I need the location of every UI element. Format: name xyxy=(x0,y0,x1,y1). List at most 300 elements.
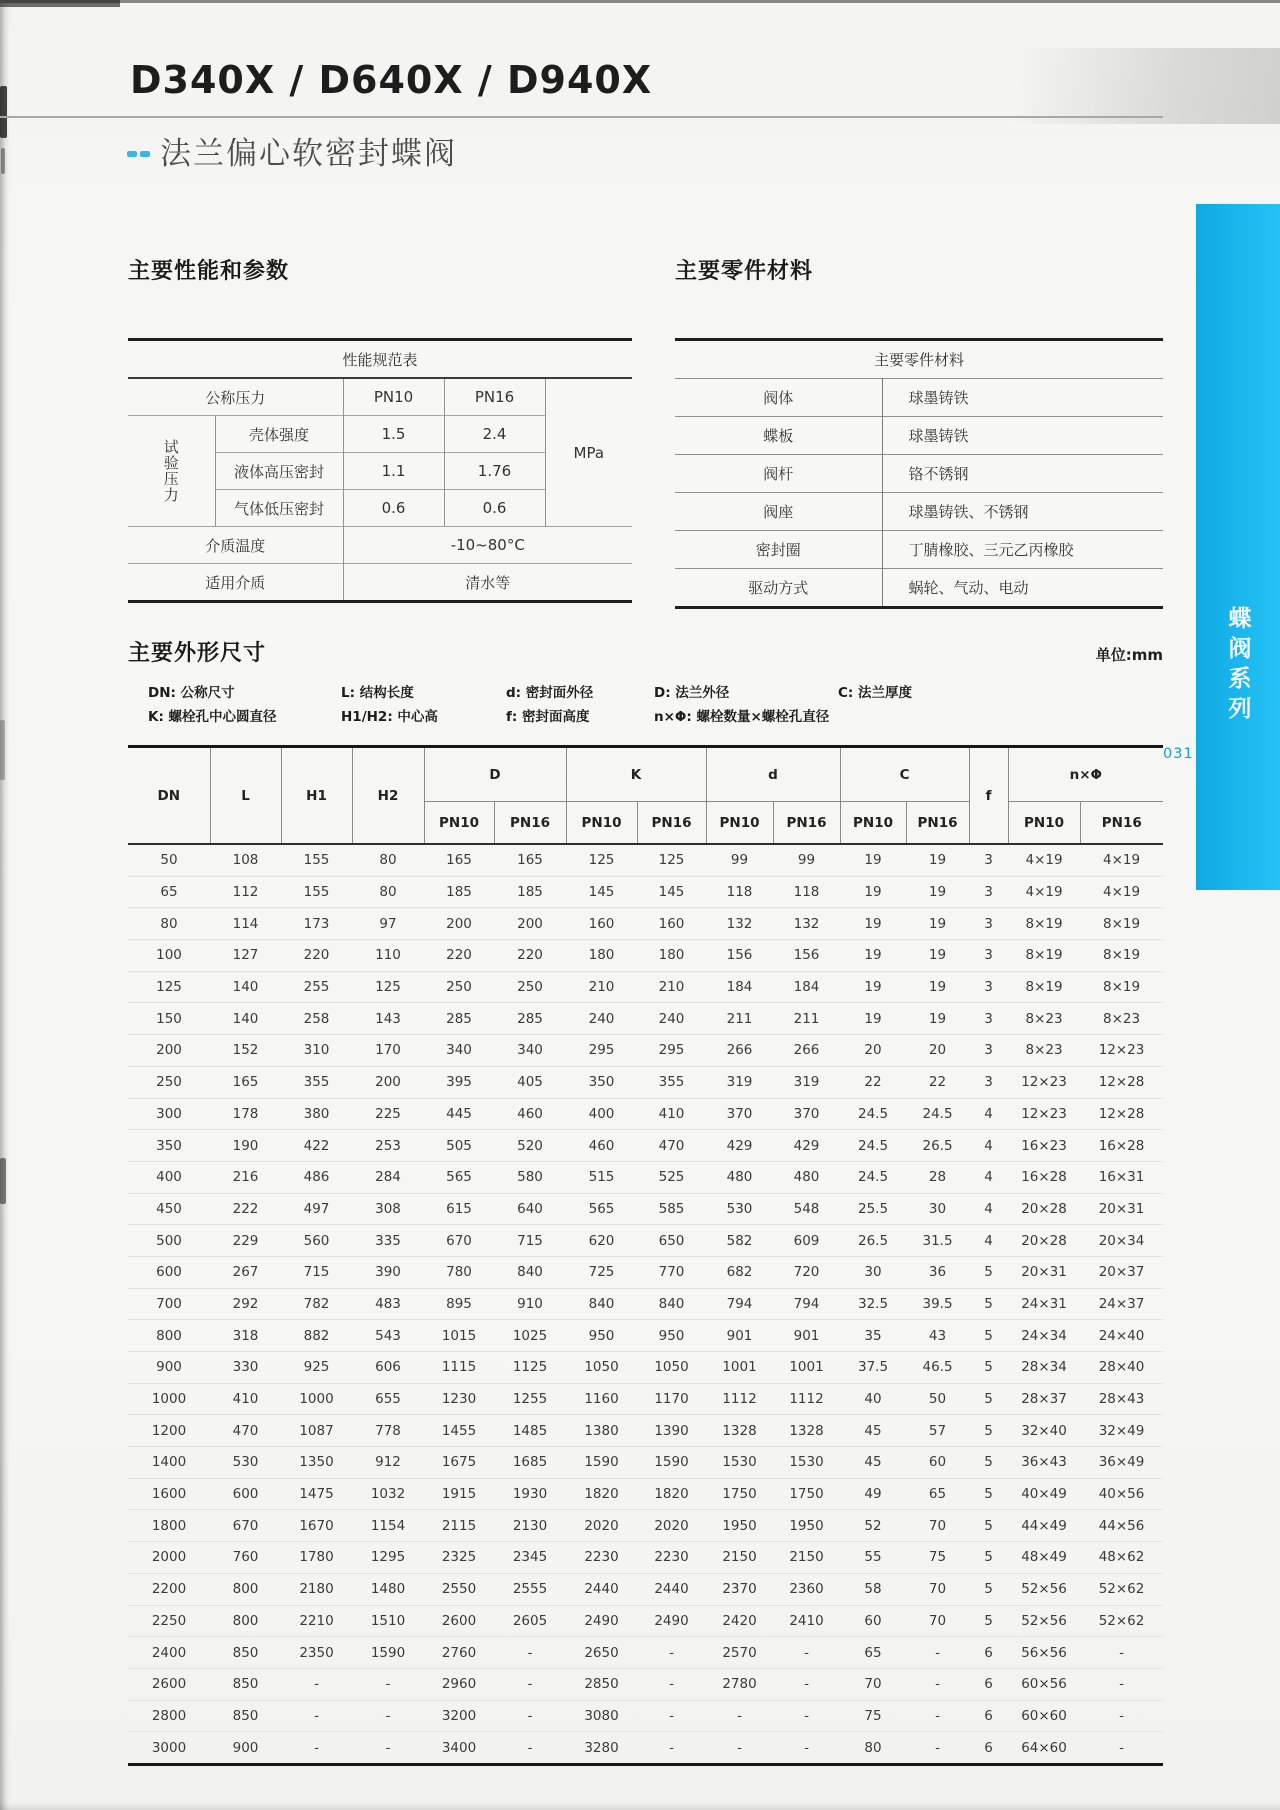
dimension-cell: 32.5 xyxy=(840,1288,906,1320)
dimension-cell: 140 xyxy=(210,971,281,1003)
dimension-cell: - xyxy=(906,1732,969,1765)
dimension-row xyxy=(128,1035,1163,1067)
dimension-cell: 125 xyxy=(352,971,424,1003)
dimension-cell: 2360 xyxy=(773,1573,840,1605)
dimension-cell: 284 xyxy=(352,1161,424,1193)
dimension-cell: 2960 xyxy=(424,1668,494,1700)
dimension-cell: 2570 xyxy=(706,1637,773,1669)
dimension-cell: 778 xyxy=(352,1415,424,1447)
dimension-cell: 1160 xyxy=(566,1383,637,1415)
dimension-cell: 184 xyxy=(706,971,773,1003)
dimension-cell: 2000 xyxy=(128,1542,210,1574)
dimension-cell: 901 xyxy=(706,1320,773,1352)
dimension-cell: 35 xyxy=(840,1320,906,1352)
performance-section-heading: 主要性能和参数 xyxy=(128,259,290,284)
part-material: 蜗轮、气动、电动 xyxy=(882,569,1163,608)
col-header-l: L xyxy=(210,747,281,845)
dimension-cell: 180 xyxy=(637,940,706,972)
dimension-cell: 3080 xyxy=(566,1700,637,1732)
dimension-cell: 1480 xyxy=(352,1573,424,1605)
dimension-cell: 585 xyxy=(637,1193,706,1225)
dimension-cell: 16×23 xyxy=(1008,1130,1080,1162)
dimension-cell: 140 xyxy=(210,1003,281,1035)
col-group-d: d xyxy=(706,747,840,802)
dimension-cell: 912 xyxy=(352,1447,424,1479)
dimension-row xyxy=(128,1193,1163,1225)
dimension-cell: 2605 xyxy=(494,1605,566,1637)
dimension-cell: 3000 xyxy=(128,1732,210,1765)
dimension-cell: 410 xyxy=(637,1098,706,1130)
dimension-cell: 910 xyxy=(494,1288,566,1320)
dimension-cell: 108 xyxy=(210,844,281,876)
dimension-row xyxy=(128,1066,1163,1098)
dimension-cell: 565 xyxy=(566,1193,637,1225)
dimension-cell: 57 xyxy=(906,1415,969,1447)
dimension-cell: 770 xyxy=(637,1256,706,1288)
dimension-cell: 300 xyxy=(128,1098,210,1130)
dimension-cell: 3280 xyxy=(566,1732,637,1765)
dimension-cell: 600 xyxy=(210,1478,281,1510)
dimension-cell: 99 xyxy=(773,844,840,876)
dimension-cell: 2130 xyxy=(494,1510,566,1542)
dimension-cell: 565 xyxy=(424,1161,494,1193)
dimension-cell: 901 xyxy=(773,1320,840,1352)
dimension-cell: 145 xyxy=(566,876,637,908)
dimension-cell: 152 xyxy=(210,1035,281,1067)
dimension-cell: 497 xyxy=(281,1193,352,1225)
dimension-cell: 2200 xyxy=(128,1573,210,1605)
dimension-row xyxy=(128,1288,1163,1320)
dimension-cell: 258 xyxy=(281,1003,352,1035)
dimension-cell: - xyxy=(1080,1637,1163,1669)
dimension-cell: 1915 xyxy=(424,1478,494,1510)
dimension-cell: - xyxy=(773,1732,840,1765)
dimension-cell: 6 xyxy=(969,1668,1008,1700)
subcol-pn10: PN10 xyxy=(424,802,494,845)
dimension-cell: 2250 xyxy=(128,1605,210,1637)
dimension-cell: 3 xyxy=(969,876,1008,908)
dimension-cell: 65 xyxy=(128,876,210,908)
nominal-pressure-label: 公称压力 xyxy=(128,378,343,416)
dimension-cell: 12×28 xyxy=(1080,1098,1163,1130)
dimension-cell: 780 xyxy=(424,1256,494,1288)
dimension-cell: 143 xyxy=(352,1003,424,1035)
dimension-cell: 25.5 xyxy=(840,1193,906,1225)
dimension-cell: 350 xyxy=(566,1066,637,1098)
dimension-cell: 48×62 xyxy=(1080,1542,1163,1574)
dimension-cell: 1800 xyxy=(128,1510,210,1542)
dimension-cell: 800 xyxy=(128,1320,210,1352)
dimension-cell: 1050 xyxy=(637,1352,706,1384)
dimension-cell: 285 xyxy=(494,1003,566,1035)
dimension-cell: 800 xyxy=(210,1573,281,1605)
dimension-cell: 486 xyxy=(281,1161,352,1193)
dimension-cell: 180 xyxy=(566,940,637,972)
dimension-cell: - xyxy=(1080,1668,1163,1700)
dimension-cell: 132 xyxy=(706,908,773,940)
dimension-row xyxy=(128,1003,1163,1035)
dimension-cell: 1295 xyxy=(352,1542,424,1574)
dimension-row xyxy=(128,971,1163,1003)
dimension-cell: 2350 xyxy=(281,1637,352,1669)
dimension-cell: 80 xyxy=(128,908,210,940)
dimension-cell: 1400 xyxy=(128,1447,210,1479)
dimension-cell: 5 xyxy=(969,1256,1008,1288)
dimension-cell: 200 xyxy=(128,1035,210,1067)
dimension-cell: 3 xyxy=(969,1066,1008,1098)
dimension-cell: 211 xyxy=(773,1003,840,1035)
dimension-cell: 2420 xyxy=(706,1605,773,1637)
dimension-cell: 900 xyxy=(210,1732,281,1765)
dimension-cell: 266 xyxy=(706,1035,773,1067)
dimension-cell: 3200 xyxy=(424,1700,494,1732)
dimension-cell: 615 xyxy=(424,1193,494,1225)
dimension-cell: 5 xyxy=(969,1478,1008,1510)
subcol-pn10: PN10 xyxy=(566,802,637,845)
dimension-cell: 52×56 xyxy=(1008,1573,1080,1605)
dimension-cell: 19 xyxy=(840,940,906,972)
dimension-cell: 3400 xyxy=(424,1732,494,1765)
materials-table xyxy=(675,338,1163,609)
dimension-cell: 370 xyxy=(706,1098,773,1130)
dimension-cell: 310 xyxy=(281,1035,352,1067)
dimension-row xyxy=(128,1130,1163,1162)
dimension-cell: 19 xyxy=(840,908,906,940)
dimension-cell: 8×23 xyxy=(1008,1003,1080,1035)
dimension-cell: 28 xyxy=(906,1161,969,1193)
dimension-cell: 8×19 xyxy=(1080,908,1163,940)
dimension-cell: 4 xyxy=(969,1161,1008,1193)
dimension-cell: 308 xyxy=(352,1193,424,1225)
dimension-cell: 156 xyxy=(706,940,773,972)
test-row-pn10: 1.1 xyxy=(343,453,444,490)
dimension-cell: 1670 xyxy=(281,1510,352,1542)
dimension-row xyxy=(128,876,1163,908)
dimension-cell: 1328 xyxy=(706,1415,773,1447)
dimension-row xyxy=(128,1637,1163,1669)
dimension-cell: 429 xyxy=(773,1130,840,1162)
dimension-cell: 543 xyxy=(352,1320,424,1352)
dimension-cell: - xyxy=(906,1668,969,1700)
dimension-cell: 26.5 xyxy=(840,1225,906,1257)
dimension-row xyxy=(128,1161,1163,1193)
dimension-cell: 220 xyxy=(494,940,566,972)
dimension-cell: 31.5 xyxy=(906,1225,969,1257)
dimension-row xyxy=(128,1700,1163,1732)
dimension-cell: - xyxy=(906,1700,969,1732)
dimension-row xyxy=(128,1352,1163,1384)
dimension-cell: 1590 xyxy=(637,1447,706,1479)
dimension-cell: 4 xyxy=(969,1098,1008,1130)
materials-row xyxy=(675,531,1163,569)
dimension-cell: - xyxy=(281,1668,352,1700)
dimension-cell: 2600 xyxy=(424,1605,494,1637)
dimension-cell: - xyxy=(494,1668,566,1700)
dimension-cell: 28×40 xyxy=(1080,1352,1163,1384)
dimension-cell: 40×49 xyxy=(1008,1478,1080,1510)
subtitle-dash-icon xyxy=(127,151,153,157)
dimension-cell: 44×56 xyxy=(1080,1510,1163,1542)
dimension-cell: 52×56 xyxy=(1008,1605,1080,1637)
dimension-cell: - xyxy=(281,1700,352,1732)
dimension-cell: 950 xyxy=(637,1320,706,1352)
dimension-cell: 2490 xyxy=(637,1605,706,1637)
dimension-cell: 1780 xyxy=(281,1542,352,1574)
dimension-cell: - xyxy=(352,1668,424,1700)
dimension-cell: 445 xyxy=(424,1098,494,1130)
dimension-cell: 125 xyxy=(128,971,210,1003)
dimension-cell: 60×56 xyxy=(1008,1668,1080,1700)
dimension-cell: 185 xyxy=(494,876,566,908)
dimension-cell: 58 xyxy=(840,1573,906,1605)
dimension-cell: 2180 xyxy=(281,1573,352,1605)
dimension-cell: 3 xyxy=(969,908,1008,940)
dimension-cell: 5 xyxy=(969,1605,1008,1637)
dimension-cell: 350 xyxy=(128,1130,210,1162)
dimension-cell: 950 xyxy=(566,1320,637,1352)
dimension-cell: 760 xyxy=(210,1542,281,1574)
dimensions-table-body xyxy=(128,844,1163,1764)
dimension-cell: 2800 xyxy=(128,1700,210,1732)
dimension-cell: 515 xyxy=(566,1161,637,1193)
dimension-cell: 12×23 xyxy=(1008,1066,1080,1098)
dimension-cell: 99 xyxy=(706,844,773,876)
dimension-cell: 670 xyxy=(210,1510,281,1542)
dimension-cell: 900 xyxy=(128,1352,210,1384)
part-material: 球墨铸铁、不锈钢 xyxy=(882,493,1163,531)
dimension-cell: 30 xyxy=(906,1193,969,1225)
dimension-cell: 19 xyxy=(840,1003,906,1035)
dimension-row xyxy=(128,1098,1163,1130)
dimension-cell: - xyxy=(494,1700,566,1732)
performance-table-title: 性能规范表 xyxy=(342,350,418,369)
dimension-cell: 160 xyxy=(637,908,706,940)
dimension-cell: 1475 xyxy=(281,1478,352,1510)
dimension-cell: 330 xyxy=(210,1352,281,1384)
col-header-f: f xyxy=(969,747,1008,845)
dimension-row xyxy=(128,1225,1163,1257)
part-material: 丁腈橡胶、三元乙丙橡胶 xyxy=(882,531,1163,569)
dimension-cell: 185 xyxy=(424,876,494,908)
dimension-cell: 70 xyxy=(840,1668,906,1700)
dimension-cell: 60 xyxy=(840,1605,906,1637)
materials-row xyxy=(675,455,1163,493)
dimension-cell: 24×34 xyxy=(1008,1320,1080,1352)
dimension-cell: 225 xyxy=(352,1098,424,1130)
dimension-cell: 220 xyxy=(424,940,494,972)
dimension-cell: 340 xyxy=(494,1035,566,1067)
dimensions-table xyxy=(128,745,1163,1766)
dimension-cell: 6 xyxy=(969,1732,1008,1765)
dimension-cell: 1600 xyxy=(128,1478,210,1510)
legend-item: D: 法兰外径 xyxy=(654,685,730,701)
dimension-cell: 1050 xyxy=(566,1352,637,1384)
dimension-cell: 2150 xyxy=(706,1542,773,1574)
dimension-cell: - xyxy=(706,1700,773,1732)
dimension-cell: 1001 xyxy=(706,1352,773,1384)
dimension-row xyxy=(128,940,1163,972)
dimension-cell: 24×40 xyxy=(1080,1320,1163,1352)
dimension-cell: 155 xyxy=(281,844,352,876)
dimension-cell: 178 xyxy=(210,1098,281,1130)
pn16-header: PN16 xyxy=(444,378,545,416)
dimension-cell: 1350 xyxy=(281,1447,352,1479)
dimension-cell: 60 xyxy=(906,1447,969,1479)
dimension-row xyxy=(128,1447,1163,1479)
dimension-cell: 2490 xyxy=(566,1605,637,1637)
dimension-cell: 20 xyxy=(840,1035,906,1067)
dimension-cell: 355 xyxy=(281,1066,352,1098)
dimension-cell: 2115 xyxy=(424,1510,494,1542)
dimension-cell: 20×28 xyxy=(1008,1225,1080,1257)
dimension-cell: 19 xyxy=(906,940,969,972)
dimension-cell: 266 xyxy=(773,1035,840,1067)
dimension-cell: 4 xyxy=(969,1193,1008,1225)
dimension-cell: 682 xyxy=(706,1256,773,1288)
title-divider xyxy=(0,116,1163,118)
pressure-unit: MPa xyxy=(545,378,632,527)
dimension-cell: - xyxy=(637,1732,706,1765)
dimension-row xyxy=(128,1732,1163,1765)
scan-mark xyxy=(0,86,7,138)
dimension-cell: 410 xyxy=(210,1383,281,1415)
dimension-cell: 36×49 xyxy=(1080,1447,1163,1479)
dimension-cell: 70 xyxy=(906,1573,969,1605)
dimension-cell: 850 xyxy=(210,1637,281,1669)
legend-item: H1/H2: 中心高 xyxy=(341,709,438,725)
dimension-cell: 600 xyxy=(128,1256,210,1288)
test-row-pn16: 0.6 xyxy=(444,490,545,527)
dimension-cell: 8×19 xyxy=(1008,971,1080,1003)
dimension-cell: 1930 xyxy=(494,1478,566,1510)
dimension-cell: 49 xyxy=(840,1478,906,1510)
dimension-cell: 12×28 xyxy=(1080,1066,1163,1098)
applicable-medium-value: 清水等 xyxy=(343,564,632,602)
dimension-row xyxy=(128,1478,1163,1510)
dimension-cell: 165 xyxy=(210,1066,281,1098)
dimension-cell: 1750 xyxy=(773,1478,840,1510)
dimension-cell: 4×19 xyxy=(1080,844,1163,876)
dimension-cell: 794 xyxy=(773,1288,840,1320)
dimension-cell: 850 xyxy=(210,1668,281,1700)
test-row-label: 气体低压密封 xyxy=(215,490,343,527)
dimension-cell: 255 xyxy=(281,971,352,1003)
dimension-cell: 8×19 xyxy=(1008,940,1080,972)
dimension-cell: 1590 xyxy=(352,1637,424,1669)
dimension-cell: 1000 xyxy=(281,1383,352,1415)
dimension-cell: 650 xyxy=(637,1225,706,1257)
test-row-pn10: 0.6 xyxy=(343,490,444,527)
dimension-cell: 3 xyxy=(969,1003,1008,1035)
dimension-cell: 39.5 xyxy=(906,1288,969,1320)
dimension-cell: 4×19 xyxy=(1008,844,1080,876)
dimension-cell: 16×28 xyxy=(1080,1130,1163,1162)
dimension-cell: 156 xyxy=(773,940,840,972)
dimension-cell: 132 xyxy=(773,908,840,940)
dimension-cell: 355 xyxy=(637,1066,706,1098)
dimension-row xyxy=(128,844,1163,876)
dimension-cell: 483 xyxy=(352,1288,424,1320)
dimension-cell: 155 xyxy=(281,876,352,908)
dimension-cell: 2410 xyxy=(773,1605,840,1637)
materials-row xyxy=(675,417,1163,455)
dimension-cell: 335 xyxy=(352,1225,424,1257)
dimension-cell: 2020 xyxy=(637,1510,706,1542)
dimension-cell: 2230 xyxy=(566,1542,637,1574)
col-group-C: C xyxy=(840,747,969,802)
dimension-cell: 505 xyxy=(424,1130,494,1162)
series-side-tab xyxy=(1196,204,1280,890)
dimension-cell: 725 xyxy=(566,1256,637,1288)
dimension-cell: 12×23 xyxy=(1080,1035,1163,1067)
dimension-cell: 2440 xyxy=(637,1573,706,1605)
dimension-cell: 422 xyxy=(281,1130,352,1162)
scan-mark xyxy=(0,720,5,780)
dimension-cell: 319 xyxy=(706,1066,773,1098)
dimension-cell: 75 xyxy=(840,1700,906,1732)
dimension-cell: 8×19 xyxy=(1080,940,1163,972)
page-title: D340X / D640X / D940X xyxy=(130,58,653,102)
dimension-cell: 800 xyxy=(210,1605,281,1637)
dimension-cell: 318 xyxy=(210,1320,281,1352)
dimension-cell: 2850 xyxy=(566,1668,637,1700)
test-row-pn16: 2.4 xyxy=(444,416,545,453)
dimension-cell: 2020 xyxy=(566,1510,637,1542)
scan-edge-top-left xyxy=(0,0,120,7)
dimension-cell: 253 xyxy=(352,1130,424,1162)
dimension-cell: 285 xyxy=(424,1003,494,1035)
dimension-cell: 525 xyxy=(637,1161,706,1193)
test-row-pn16: 1.76 xyxy=(444,453,545,490)
dimension-cell: 118 xyxy=(773,876,840,908)
dimension-cell: 1530 xyxy=(773,1447,840,1479)
dimension-cell: 184 xyxy=(773,971,840,1003)
dimension-cell: - xyxy=(281,1732,352,1765)
dimension-cell: 240 xyxy=(637,1003,706,1035)
dimension-cell: 295 xyxy=(566,1035,637,1067)
dimension-cell: 620 xyxy=(566,1225,637,1257)
dimension-cell: 150 xyxy=(128,1003,210,1035)
dimension-cell: 52 xyxy=(840,1510,906,1542)
subcol-pn16: PN16 xyxy=(773,802,840,845)
dimension-cell: 24.5 xyxy=(840,1161,906,1193)
dimension-cell: 3 xyxy=(969,1035,1008,1067)
dimension-cell: - xyxy=(1080,1700,1163,1732)
dimension-cell: 48×49 xyxy=(1008,1542,1080,1574)
dimension-cell: 794 xyxy=(706,1288,773,1320)
page-number: 031 xyxy=(1163,746,1194,762)
dimension-cell: 1000 xyxy=(128,1383,210,1415)
dimension-cell: 1590 xyxy=(566,1447,637,1479)
scan-edge-left-shadow xyxy=(0,0,10,1810)
dimension-cell: 460 xyxy=(566,1130,637,1162)
dimension-cell: 2440 xyxy=(566,1573,637,1605)
materials-table-title: 主要零件材料 xyxy=(874,351,965,369)
dimension-cell: 19 xyxy=(840,971,906,1003)
dimension-cell: 19 xyxy=(840,876,906,908)
dimension-cell: 97 xyxy=(352,908,424,940)
dimension-cell: 200 xyxy=(494,908,566,940)
dimension-cell: 2325 xyxy=(424,1542,494,1574)
dimension-cell: 480 xyxy=(773,1161,840,1193)
dimension-cell: 80 xyxy=(352,844,424,876)
subcol-pn16: PN16 xyxy=(494,802,566,845)
dimension-cell: 1032 xyxy=(352,1478,424,1510)
dimension-cell: 429 xyxy=(706,1130,773,1162)
dimension-cell: 1328 xyxy=(773,1415,840,1447)
dimension-cell: 70 xyxy=(906,1510,969,1542)
dimension-cell: 24.5 xyxy=(906,1098,969,1130)
